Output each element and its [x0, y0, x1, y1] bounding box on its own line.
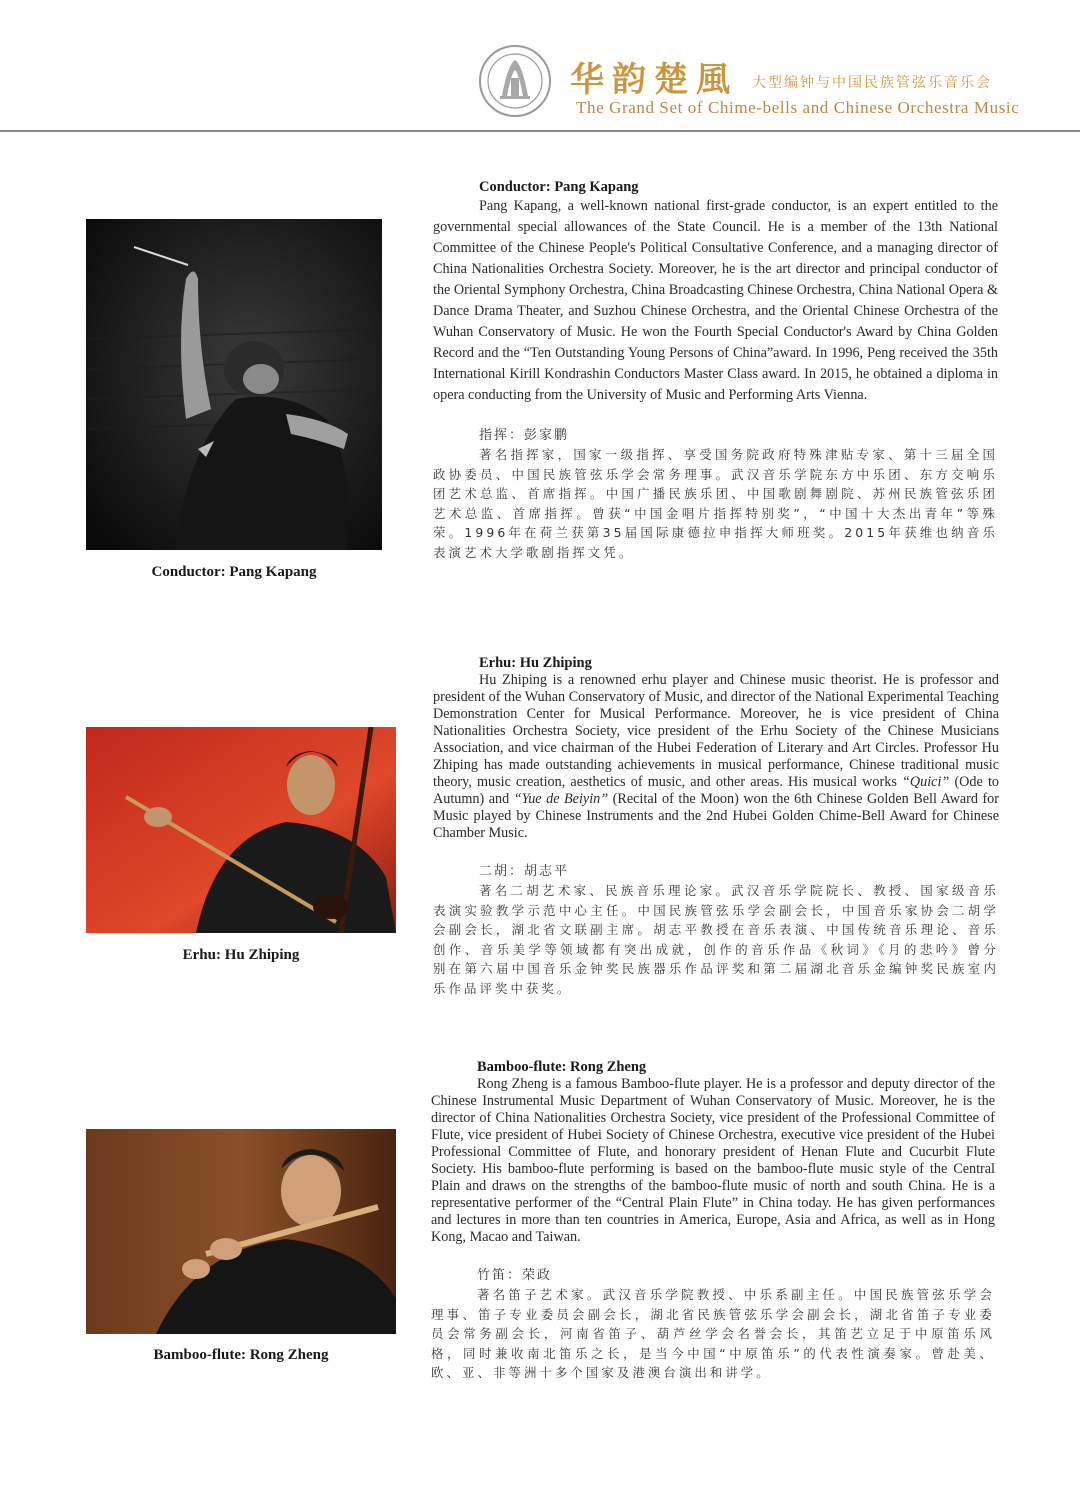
erhu-work-yue: “Yue de Beiyin” [513, 791, 609, 807]
erhu-caption: Erhu: Hu Zhiping [182, 947, 300, 963]
conductor-heading: Conductor: Pang Kapang [479, 179, 639, 195]
conductor-heading-cn: 指挥：彭家鹏 [479, 428, 570, 443]
header-subtitle-cn: 大型编钟与中国民族管弦乐音乐会 [752, 75, 992, 91]
bamboo-flute-bio [431, 1059, 995, 1383]
bamboo-flute-photo [86, 1129, 396, 1334]
bamboo-flute-heading: Bamboo-flute: Rong Zheng [477, 1059, 647, 1075]
bamboo-flute-bio-en: Rong Zheng is a famous Bamboo-flute player. He is a professor and deputy director of the Chinese Instrumental Music Department of Wuhan Conservatory of Music. Moreover, he is the director of China Nationalities Orchestra Society, vice president of the Professional Committee of Flute, vice president of Hubei Society of Chinese Orchestra, executive vice president of the Hubei Professional Committee of Flute, and honorary president of Henan Flute and Cucurbit Flute Society. His bamboo-flute performing is based on the bamboo-flute music style of the Central Plain and draws on the strengths of the bamboo-flute music of north and south China. He is a representative performer of the “Central Plain Flute” in China today. He has given performances and lectures in more than ten countries in America, Europe, Asia and Africa, as well as in Hong Kong, Macao and Taiwan. [431, 1076, 995, 1245]
erhu-heading-cn: 二胡：胡志平 [479, 864, 570, 879]
bamboo-flute-heading-cn: 竹笛：荣政 [477, 1268, 553, 1283]
erhu-bio-en: Hu Zhiping is a renowned erhu player and Chinese music theorist. He is professor and president of the Wuhan Conservatory of Music, and director of the National Experimental Teaching Demonstration Center for Musical Performance. Moreover, he is vice president of China Nationalities Orchestra Society, vice president of the Erhu Society of the Chinese Musicians Association, and vice chairman of the Hubei Federation of Literary and Art Circles. Professor Hu Zhiping has made outstanding achievements in musical performance, Chinese traditional music theory, music creation, aesthetics of music, and other areas. His musical works “Quici” (Ode to Autumn) and “Yue de Beiyin” (Recital of the Moon) won the 6th Chinese Golden Bell Award for Music played by Chinese Instruments and the 2nd Hubei Golden Chime-Bell Award for Chinese Chamber Music. [433, 672, 1000, 841]
bamboo-flute-bio-cn: 著名笛子艺术家。武汉音乐学院教授、中乐系副主任。中国民族管弦乐学会理事、笛子专业委员会副会长，湖北省民族管弦乐学会副会长，湖北省笛子专业委员会常务副会长，河南省笛子、葫芦丝学会名誉会长，其笛艺立足于中原笛乐风格，同时兼收南北笛乐之长，是当今中国“中原笛乐”的代表性演奏家。曾赴美、欧、亚、非等洲十多个国家及港澳台演出和讲学。 [431, 1287, 995, 1380]
conductor-bio [433, 179, 998, 562]
erhu-bio-cn: 著名二胡艺术家、民族音乐理论家。武汉音乐学院院长、教授、国家级音乐表演实验教学示范中心主任。中国民族管弦乐学会副会长，中国音乐家协会二胡学会副会长，湖北省文联副主席。胡志平教授在音乐表演、中国传统音乐理论、音乐创作、音乐美学等领域都有突出成就，创作的音乐作品《秋词》《月的悲吟》曾分别在第六届中国音乐金钟奖民族器乐作品评奖和第二届湖北音乐金编钟奖民族室内乐作品评奖中获奖。 [433, 883, 999, 996]
page-header [0, 0, 1080, 132]
conductor-caption: Conductor: Pang Kapang [151, 564, 317, 580]
erhu-photo [86, 727, 396, 933]
conductor-bio-cn: 著名指挥家，国家一级指挥、享受国务院政府特殊津贴专家、第十三届全国政协委员、中国民族管弦乐学会常务理事。武汉音乐学院东方中乐团、东方交响乐团艺术总监、首席指挥。中国广播民族乐团、中国歌剧舞剧院、苏州民族管弦乐团艺术总监、首席指挥。曾获“中国金唱片指挥特别奖”，“中国十大杰出青年”等殊荣。1996年在荷兰获第35届国际康德拉申指挥大师班奖。2015年获维也纳音乐表演艺术大学歌剧指挥文凭。 [433, 447, 998, 560]
bamboo-flute-caption: Bamboo-flute: Rong Zheng [153, 1347, 329, 1363]
conductor-bio-en: Pang Kapang, a well-known national first-grade conductor, is an expert entitled to the governmental special allowances of the State Council. He is a member of the 13th National Committee of the Chinese People's Political Consultative Conference, and a managing director of China Nationalities Orchestra Society. Moreover, he is the art director and principal conductor of the Oriental Symphony Orchestra, China Broadcasting Chinese Orchestra, China National Opera & Dance Drama Theater, and Suzhou Chinese Orchestra, and the Oriental Chinese Orchestra of the Wuhan Conservatory of Music. He won the Fourth Special Conductor's Award by China Golden Record and the “Ten Outstanding Young Persons of China”award. In 1996, Peng received the 35th International Kirill Kondrashin Conductors Master Class award. In 2015, he obtained a diploma in opera conducting from the University of Music and Performing Arts Vienna. [433, 198, 998, 403]
header-divider [0, 130, 1080, 132]
header-title-en: The Grand Set of Chime-bells and Chinese Orchestra Music [576, 98, 1020, 117]
erhu-work-quici: “Quici” [902, 774, 950, 790]
erhu-bio [433, 655, 999, 998]
header-title-cn: 华韵楚風 [570, 60, 738, 100]
erhu-heading: Erhu: Hu Zhiping [479, 655, 592, 671]
conductor-photo [86, 219, 382, 550]
conservatory-seal-icon [478, 44, 552, 118]
